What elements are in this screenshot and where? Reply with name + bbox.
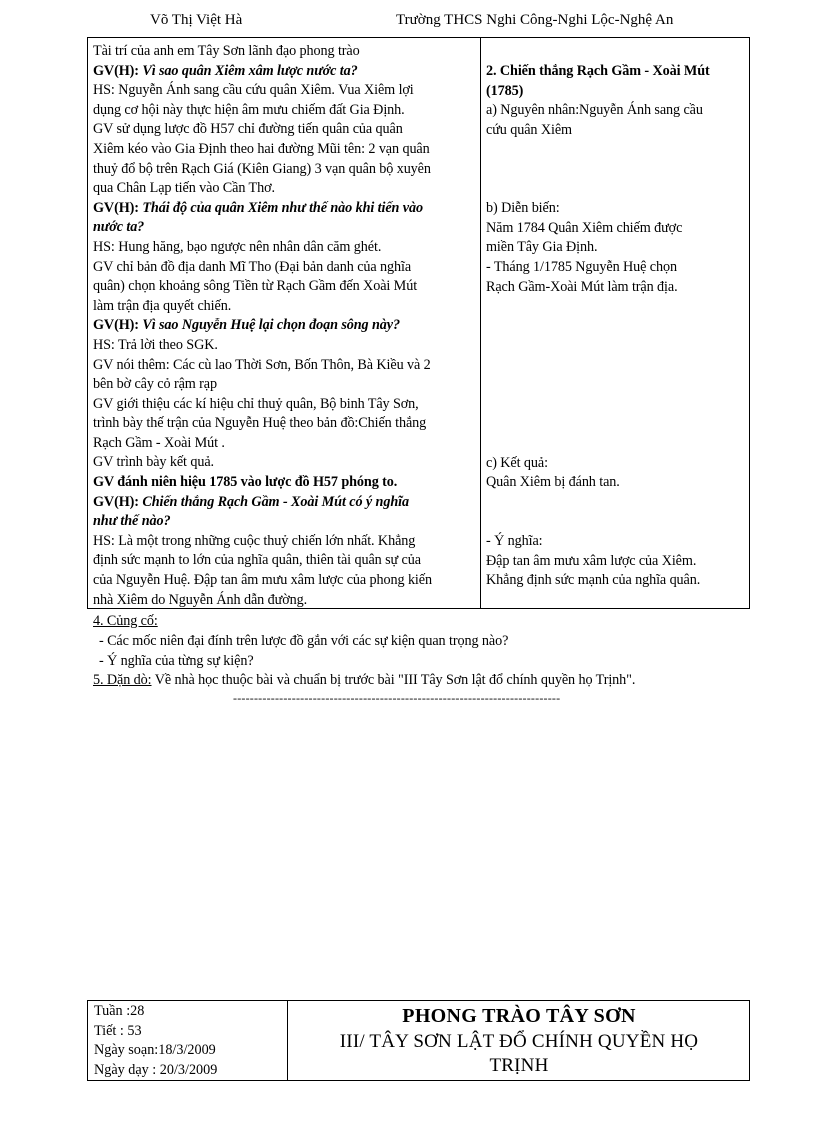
text-line: miền Tây Gia Định. bbox=[486, 239, 598, 256]
question-line bbox=[93, 512, 480, 532]
blank-line bbox=[486, 160, 751, 180]
text-line: làm trận địa quyết chiến. bbox=[93, 297, 232, 314]
text-line: HS: Trả lời theo SGK. bbox=[93, 336, 218, 353]
text-line: qua Chân Lạp tiến vào Cần Thơ. bbox=[93, 180, 275, 197]
week-label: Tuần :28 bbox=[94, 1003, 145, 1019]
text-line: Xiêm kéo vào Gia Định theo hai đường Mũi tên: 2 vạn quân bbox=[93, 140, 430, 157]
text-line: GV giới thiệu các kí hiệu chỉ thuỷ quân, Bộ binh Tây Sơn, bbox=[93, 395, 419, 412]
question-line bbox=[93, 62, 480, 82]
homework-text: Về nhà học thuộc bài và chuẩn bị trước bài "III Tây Sơn lật đổ chính quyền họ Trịnh". bbox=[151, 672, 636, 689]
lesson-title-block bbox=[288, 1003, 750, 1078]
text-line: thuỷ đổ bộ trên Rạch Giá (Kiên Giang) 3 vạn quân bộ xuyên bbox=[93, 160, 431, 177]
text-line: GV sử dụng lược đồ H57 chỉ đường tiến quân của quân bbox=[93, 121, 403, 138]
blank-line bbox=[486, 317, 751, 337]
text-line: định sức mạnh to lớn của nghĩa quân, thiên tài quân sự của bbox=[93, 552, 421, 569]
question-text: Thái độ của quân Xiêm như thế nào khi tiến vào bbox=[142, 199, 423, 216]
next-lesson-header bbox=[87, 1000, 750, 1081]
school-name: Trường THCS Nghi Công-Nghi Lộc-Nghệ An bbox=[396, 12, 674, 28]
blank-line bbox=[486, 493, 751, 513]
blank-line bbox=[486, 180, 751, 200]
text-line: b) Diễn biến: bbox=[486, 200, 560, 217]
text-line: Năm 1784 Quân Xiêm chiếm được bbox=[486, 219, 683, 236]
lesson-content bbox=[486, 62, 751, 591]
question-prefix: GV(H): bbox=[93, 62, 143, 79]
text-line: Tài trí của anh em Tây Sơn lãnh đạo phong trào bbox=[93, 43, 360, 59]
question-text: nước ta? bbox=[93, 219, 145, 236]
text-line: Rạch Gầm - Xoài Mút . bbox=[93, 434, 225, 451]
prepared-date: Ngày soạn:18/3/2009 bbox=[94, 1042, 216, 1058]
question-line bbox=[93, 218, 480, 238]
text-line: HS: Nguyễn Ánh sang cầu cứu quân Xiêm. Vua Xiêm lợi bbox=[93, 82, 414, 99]
text-line: Đập tan âm mưu xâm lược của Xiêm. bbox=[486, 552, 697, 569]
text-line: bên bờ cây cỏ rậm rạp bbox=[93, 376, 217, 393]
text-line: 2. Chiến thắng Rạch Gầm - Xoài Mút bbox=[486, 63, 710, 79]
blank-line bbox=[486, 336, 751, 356]
text-line: cứu quân Xiêm bbox=[486, 121, 572, 138]
question-text: Vì sao Nguyễn Huệ lại chọn đoạn sông này? bbox=[142, 317, 400, 334]
question-prefix: GV(H): bbox=[93, 199, 143, 216]
teacher-student-activities bbox=[93, 42, 480, 610]
lesson-subtitle-cont: TRỊNH bbox=[489, 1055, 549, 1076]
column-divider bbox=[480, 38, 481, 608]
blank-line bbox=[486, 513, 751, 533]
teaching-date: Ngày dạy : 20/3/2009 bbox=[94, 1061, 218, 1078]
period-label: Tiết : 53 bbox=[94, 1022, 142, 1039]
lesson-title: PHONG TRÀO TÂY SƠN bbox=[402, 1005, 636, 1027]
text-line: (1785) bbox=[486, 82, 524, 99]
text-line: dụng cơ hội này thực hiện âm mưu chiếm đất Gia Định. bbox=[93, 101, 405, 118]
question-text: Vì sao quân Xiêm xâm lược nước ta? bbox=[142, 62, 358, 79]
page-header bbox=[0, 12, 816, 34]
text-line: a) Nguyên nhân:Nguyễn Ánh sang cầu bbox=[486, 102, 703, 119]
author-name: Võ Thị Việt Hà bbox=[150, 12, 243, 28]
text-line: GV nói thêm: Các cù lao Thời Sơn, Bốn Thôn, Bà Kiều và 2 bbox=[93, 356, 431, 373]
question-line bbox=[93, 493, 480, 513]
question-line bbox=[93, 316, 480, 336]
consolidation-heading: 4. Củng cố: bbox=[93, 613, 158, 629]
question-text: Chiến thắng Rạch Gầm - Xoài Mút có ý nghĩa bbox=[142, 493, 409, 510]
question-prefix: GV(H): bbox=[93, 317, 143, 334]
lesson-table bbox=[87, 37, 750, 609]
lesson-info bbox=[94, 1002, 217, 1080]
blank-line bbox=[486, 297, 751, 317]
text-line: nhà Xiêm do Nguyễn Ánh dẫn đường. bbox=[93, 591, 308, 608]
question-prefix: GV(H): bbox=[93, 493, 143, 510]
separator-line: ------------------------------------------------------------------------------ bbox=[233, 691, 561, 705]
text-line: GV trình bày kết quả. bbox=[93, 454, 214, 471]
text-line: GV đánh niên hiệu 1785 vào lược đồ H57 phóng to. bbox=[93, 474, 398, 491]
text-line: Quân Xiêm bị đánh tan. bbox=[486, 474, 620, 491]
text-line: HS: Là một trong những cuộc thuỷ chiến lớn nhất. Khẳng bbox=[93, 532, 416, 549]
text-line: của Nguyễn Huệ. Đập tan âm mưu xâm lược của phong kiến bbox=[93, 572, 432, 589]
text-line: Rạch Gầm-Xoài Mút làm trận địa. bbox=[486, 278, 678, 295]
lesson-wrapup bbox=[93, 612, 753, 691]
consolidation-item: - Ý nghĩa của từng sự kiện? bbox=[99, 652, 254, 669]
text-line: c) Kết quả: bbox=[486, 454, 548, 471]
lesson-subtitle: III/ TÂY SƠN LẬT ĐỔ CHÍNH QUYỀN HỌ bbox=[339, 1031, 699, 1052]
question-text: như thế nào? bbox=[93, 513, 171, 530]
text-line: - Tháng 1/1785 Nguyễn Huệ chọn bbox=[486, 258, 677, 275]
blank-line bbox=[486, 376, 751, 396]
text-line: Khẳng định sức mạnh của nghĩa quân. bbox=[486, 572, 701, 589]
homework-heading: 5. Dặn dò: bbox=[93, 672, 152, 689]
blank-line bbox=[486, 356, 751, 376]
text-line: - Ý nghĩa: bbox=[486, 533, 543, 550]
text-line: quân) chọn khoảng sông Tiền từ Rạch Gầm đến Xoài Mút bbox=[93, 278, 418, 295]
text-line: GV chỉ bản đồ địa danh Mĩ Tho (Đại bản danh của nghĩa bbox=[93, 258, 412, 275]
blank-line bbox=[486, 395, 751, 415]
question-line bbox=[93, 199, 480, 219]
blank-line bbox=[486, 434, 751, 454]
blank-line bbox=[486, 140, 751, 160]
text-line: trình bày thế trận của Nguyễn Huệ theo bản đồ:Chiến thắng bbox=[93, 415, 427, 432]
consolidation-item: - Các mốc niên đại đính trên lược đồ gắn với các sự kiện quan trọng nào? bbox=[99, 632, 509, 649]
text-line: HS: Hung hăng, bạo ngược nên nhân dân căm ghét. bbox=[93, 238, 382, 255]
blank-line bbox=[486, 415, 751, 435]
